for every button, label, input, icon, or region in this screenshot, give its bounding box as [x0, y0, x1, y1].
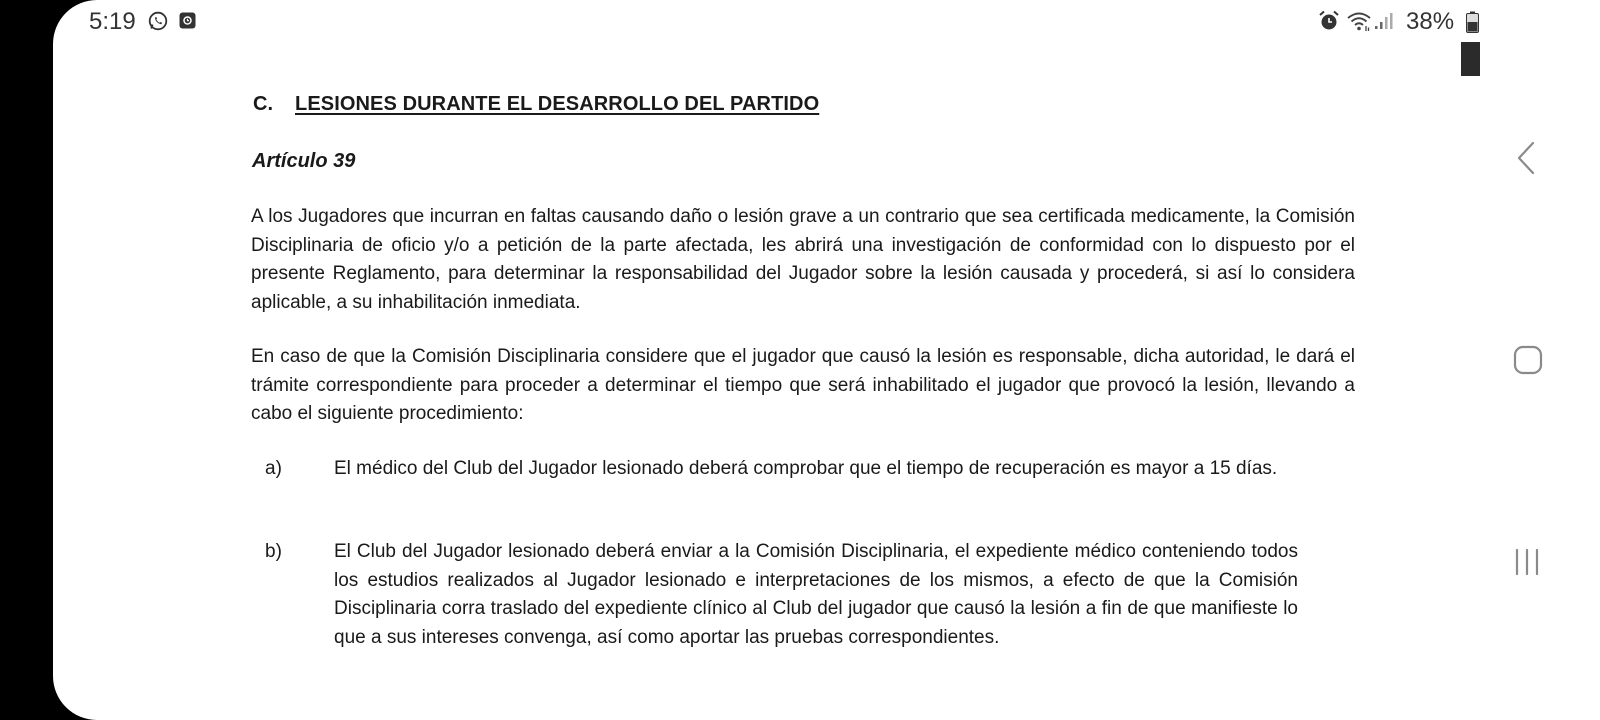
screen: [53, 0, 1600, 720]
status-time: 5:19: [89, 8, 136, 35]
paragraph: En caso de que la Comisión Disciplinaria considere que el jugador que causó la lesión es responsable, dicha autoridad, le dará el trámite correspondiente para proceder a determinar el tiempo que será inhabilitado el jugador que provocó la lesión, llevando a cabo el siguiente procedimiento:: [251, 346, 1355, 424]
section-letter: C.: [253, 93, 274, 115]
article-title: Artículo 39: [252, 150, 356, 172]
recents-icon[interactable]: [1512, 548, 1542, 576]
list-item-letter: b): [265, 541, 282, 562]
section-heading: [253, 93, 819, 116]
list-item-text: El médico del Club del Jugador lesionado deberá comprobar que el tiempo de recuperación es mayor a 15 días.: [334, 458, 1278, 479]
list-item-letter: a): [265, 458, 282, 479]
back-icon[interactable]: [1513, 140, 1541, 176]
battery-percent: 38%: [1406, 8, 1455, 35]
section-title: LESIONES DURANTE EL DESARROLLO DEL PARTIDO: [295, 93, 820, 115]
paragraph: A los Jugadores que incurran en faltas causando daño o lesión grave a un contrario que sea certificada medicamente, la Comisión Disciplinaria de oficio y/o a petición de la parte afectada, les abrirá una investigación de conformidad con lo dispuesto por el presente Reglamento, para determinar la responsabilidad del Jugador sobre la lesión causada y procederá, si así lo considera aplicable, a su inhabilitación inmediata.: [251, 206, 1355, 313]
home-icon[interactable]: [1513, 345, 1543, 375]
list-item-text: El Club del Jugador lesionado deberá enviar a la Comisión Disciplinaria, el expediente médico conteniendo todos los estudios realizados al Jugador lesionado e interpretaciones de los mismos, a efecto de que la Comisión Disciplinaria corra traslado del expediente clínico al Club del jugador que causó la lesión a fin de que manifieste lo que a sus intereses convenga, así como aportar las pruebas correspondientes.: [334, 541, 1298, 648]
document-page: [53, 0, 1600, 720]
